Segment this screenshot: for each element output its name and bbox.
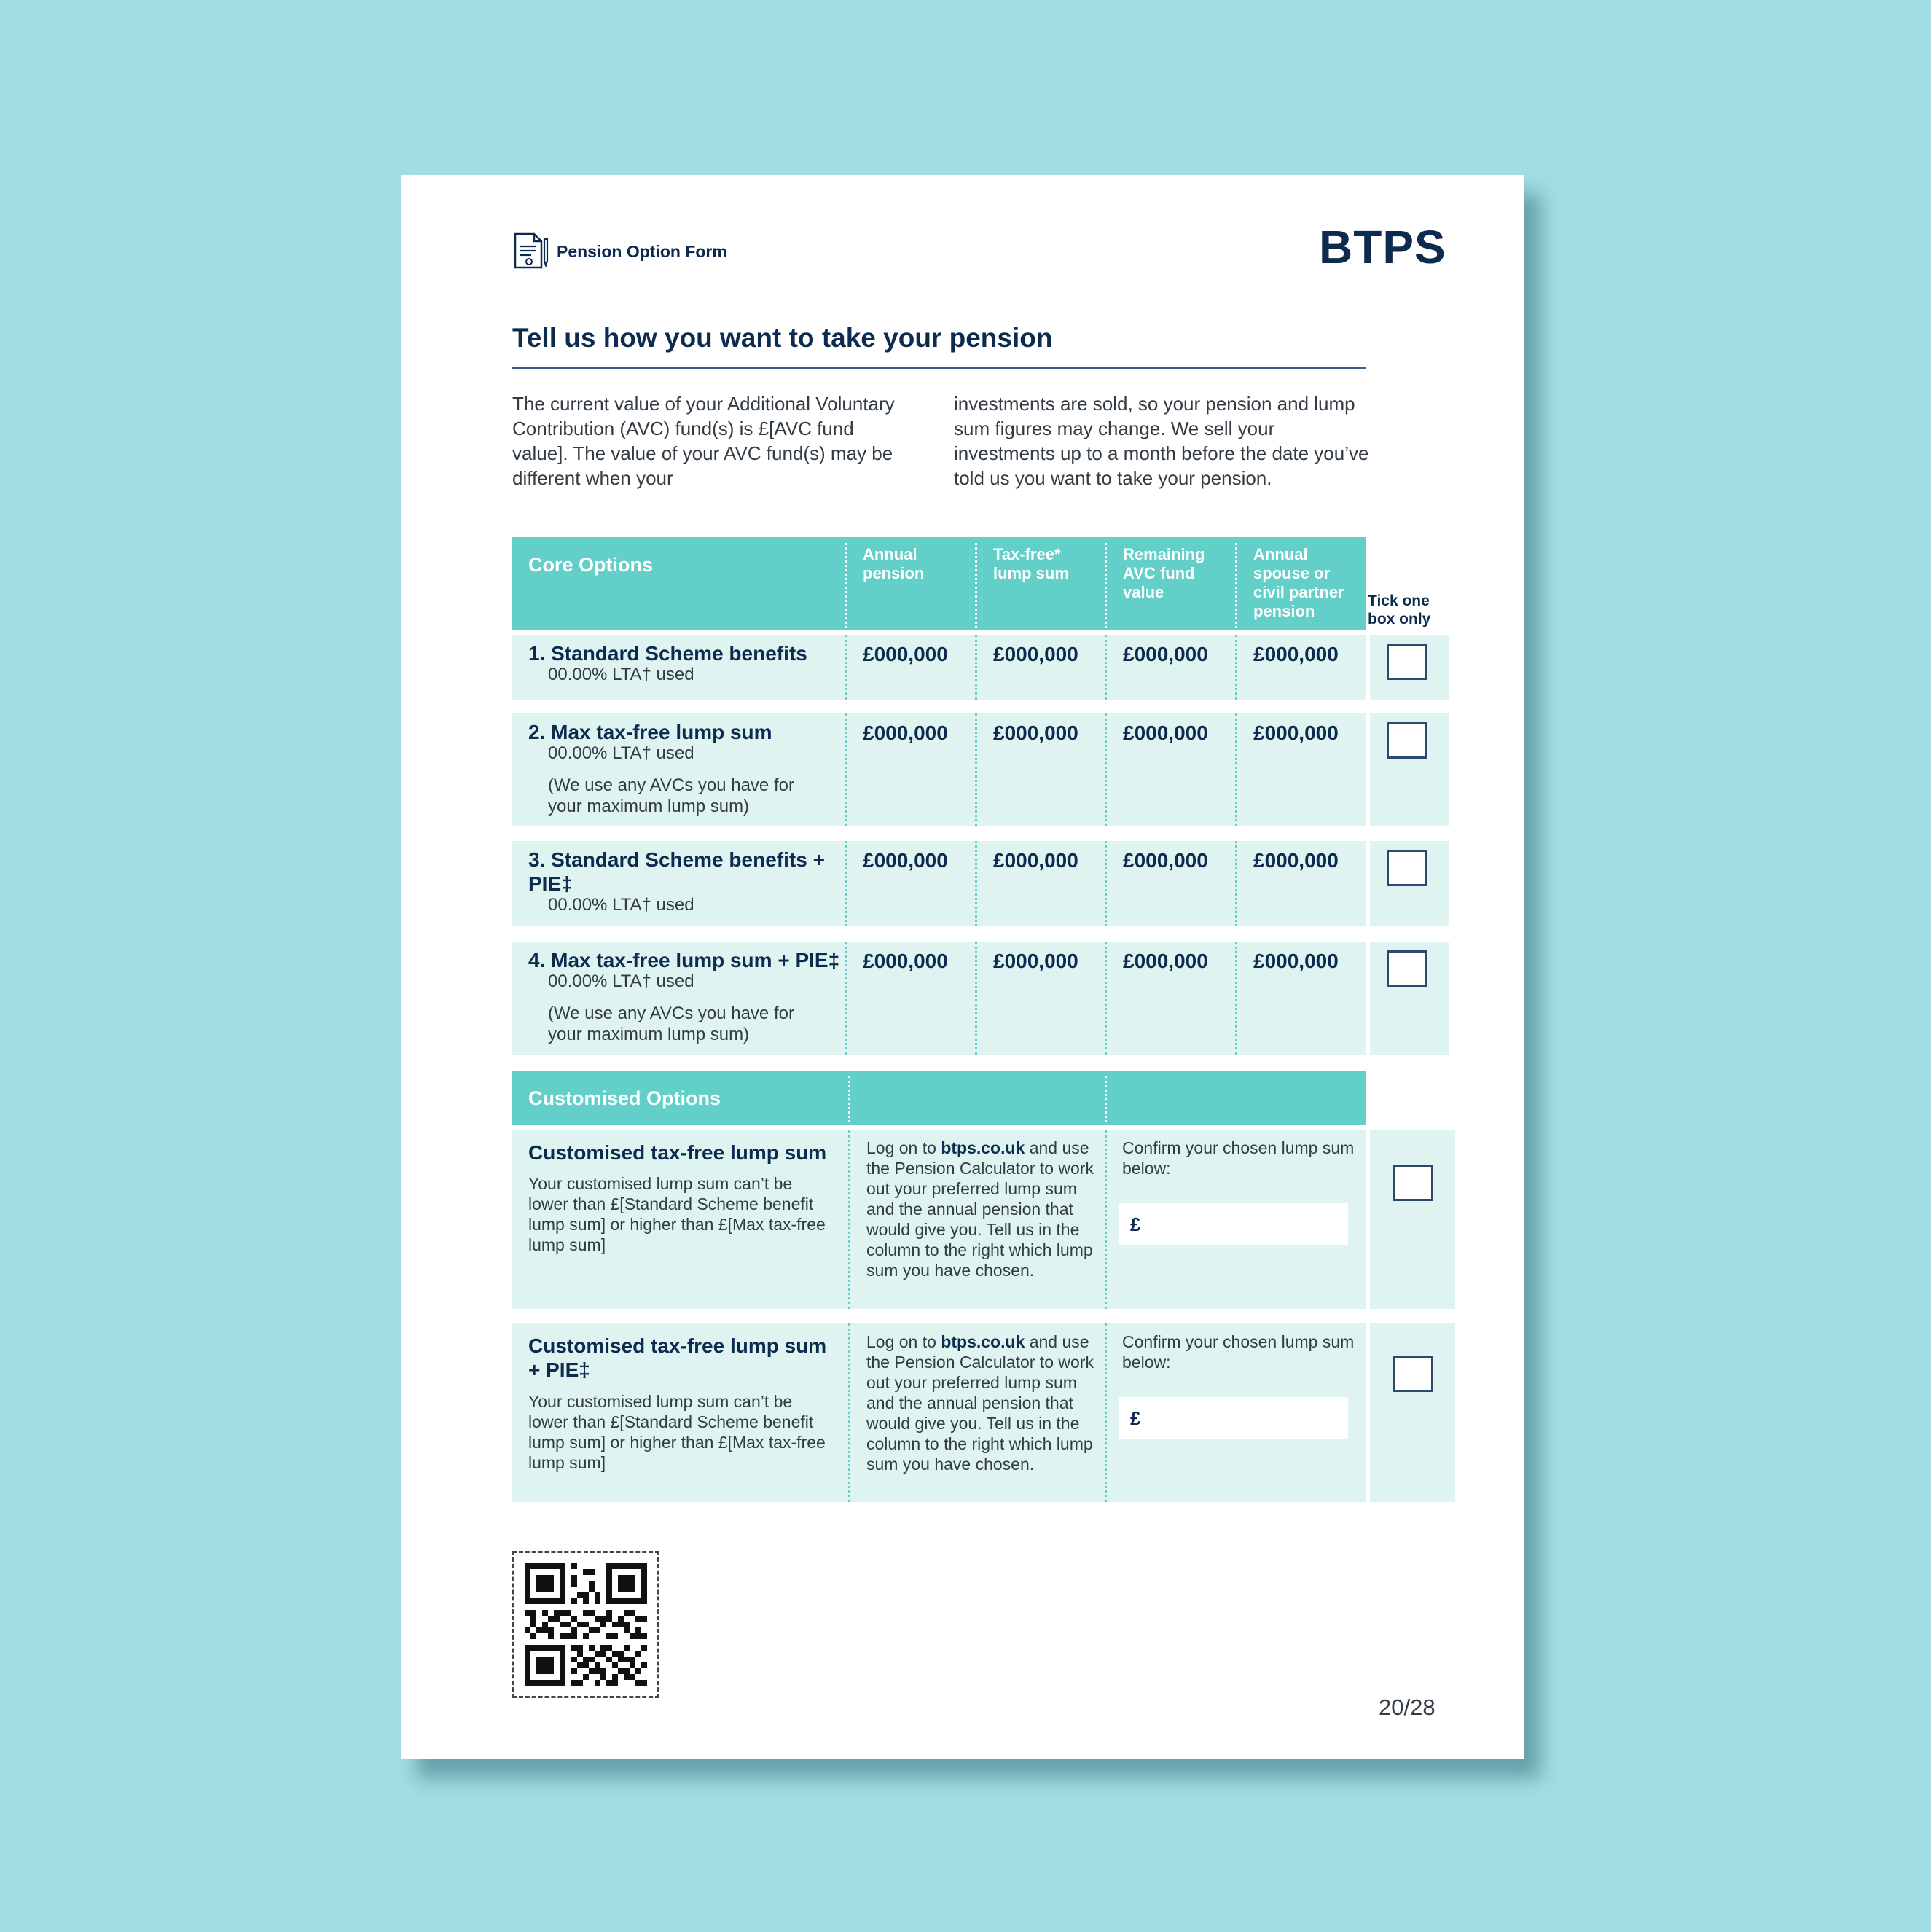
option-4-lta: 00.00% LTA† used	[548, 971, 694, 991]
btps-logo: BTPS	[1319, 221, 1446, 273]
column-header-spouse-pension: Annual spouse or civil partner pension	[1253, 545, 1344, 620]
option-2-lump-sum: £000,000	[993, 721, 1078, 744]
option-1-lta: 00.00% LTA† used	[548, 665, 694, 684]
custom-2-lump-sum-input[interactable]	[1119, 1397, 1348, 1439]
page-number: 20/28	[1379, 1694, 1435, 1720]
custom-2-checkbox[interactable]	[1393, 1356, 1433, 1392]
option-1-checkbox[interactable]	[1387, 644, 1427, 680]
option-4-checkbox[interactable]	[1387, 950, 1427, 987]
option-4-avc-value: £000,000	[1123, 950, 1208, 972]
form-document-icon	[512, 232, 550, 270]
option-4-title: 4. Max tax-free lump sum + PIE‡	[528, 949, 840, 971]
option-4-lump-sum: £000,000	[993, 950, 1078, 972]
option-3-lump-sum: £000,000	[993, 849, 1078, 872]
option-1-title: 1. Standard Scheme benefits	[528, 642, 807, 665]
currency-symbol: £	[1130, 1407, 1141, 1429]
column-header-annual-pension: Annual pension	[863, 545, 925, 582]
option-3-checkbox[interactable]	[1387, 850, 1427, 886]
form-label: Pension Option Form	[557, 242, 727, 261]
form-page	[401, 175, 1524, 1759]
qr-code	[512, 1551, 659, 1698]
option-3-lta: 00.00% LTA† used	[548, 895, 694, 915]
qr-code-pattern	[525, 1563, 647, 1686]
btps-website-link[interactable]: btps.co.uk	[941, 1138, 1025, 1157]
custom-2-confirm-label: Confirm your chosen lump sum below:	[1122, 1332, 1355, 1372]
option-2-spouse-pension: £000,000	[1253, 721, 1339, 744]
option-3-title: 3. Standard Scheme benefits + PIE‡	[528, 848, 825, 895]
option-3-avc-value: £000,000	[1123, 849, 1208, 872]
option-2-avc-value: £000,000	[1123, 721, 1208, 744]
currency-symbol: £	[1130, 1213, 1141, 1235]
column-header-remaining-avc: Remaining AVC fund value	[1123, 545, 1205, 601]
intro-text-left: The current value of your Additional Voluntary Contribution (AVC) fund(s) is £[AVC fund value]. The value of your AVC fund(s) may be different when your	[512, 393, 895, 489]
custom-1-checkbox[interactable]	[1393, 1165, 1433, 1201]
custom-1-description: Your customised lump sum can’t be lower than £[Standard Scheme benefit lump sum] or higher than £[Max tax-free lump sum]	[528, 1174, 826, 1254]
option-3-spouse-pension: £000,000	[1253, 849, 1339, 872]
custom-2-description: Your customised lump sum can’t be lower than £[Standard Scheme benefit lump sum] or higher than £[Max tax-free lump sum]	[528, 1392, 826, 1472]
tick-one-box-label: Tick one box only	[1368, 592, 1431, 627]
option-1-avc-value: £000,000	[1123, 643, 1208, 665]
column-header-tax-free-lump-sum: Tax-free* lump sum	[993, 545, 1069, 582]
intro-text-right: investments are sold, so your pension and lump sum figures may change. We sell your investments up to a month before the date you’ve told us you want to take your pension.	[954, 393, 1369, 489]
option-3-annual-pension: £000,000	[863, 849, 948, 872]
customised-options-heading: Customised Options	[528, 1087, 721, 1109]
title-divider	[512, 367, 1366, 369]
page-title: Tell us how you want to take your pension	[512, 323, 1053, 353]
custom-2-instructions: Log on to btps.co.uk and use the Pension Calculator to work out your preferred lump sum and the annual pension that would give you. Tell us in the column to the right which lump sum you have chosen.	[866, 1332, 1094, 1474]
custom-1-lump-sum-input[interactable]	[1119, 1203, 1348, 1245]
custom-2-title: Customised tax-free lump sum + PIE‡	[528, 1334, 827, 1381]
btps-website-link[interactable]: btps.co.uk	[941, 1332, 1025, 1351]
option-2-annual-pension: £000,000	[863, 721, 948, 744]
custom-1-title: Customised tax-free lump sum	[528, 1141, 827, 1164]
core-options-heading: Core Options	[528, 554, 654, 576]
custom-1-instructions: Log on to btps.co.uk and use the Pension Calculator to work out your preferred lump sum and the annual pension that would give you. Tell us in the column to the right which lump sum you have chosen.	[866, 1138, 1094, 1280]
custom-1-confirm-label: Confirm your chosen lump sum below:	[1122, 1138, 1355, 1178]
option-2-title: 2. Max tax-free lump sum	[528, 721, 772, 743]
option-1-spouse-pension: £000,000	[1253, 643, 1339, 665]
option-2-lta: 00.00% LTA† used	[548, 743, 694, 763]
option-4-annual-pension: £000,000	[863, 950, 948, 972]
option-4-note: (We use any AVCs you have for your maximum lump sum)	[548, 1004, 794, 1044]
option-1-annual-pension: £000,000	[863, 643, 948, 665]
option-2-checkbox[interactable]	[1387, 722, 1427, 759]
option-1-lump-sum: £000,000	[993, 643, 1078, 665]
option-4-spouse-pension: £000,000	[1253, 950, 1339, 972]
option-2-note: (We use any AVCs you have for your maximum lump sum)	[548, 775, 794, 816]
